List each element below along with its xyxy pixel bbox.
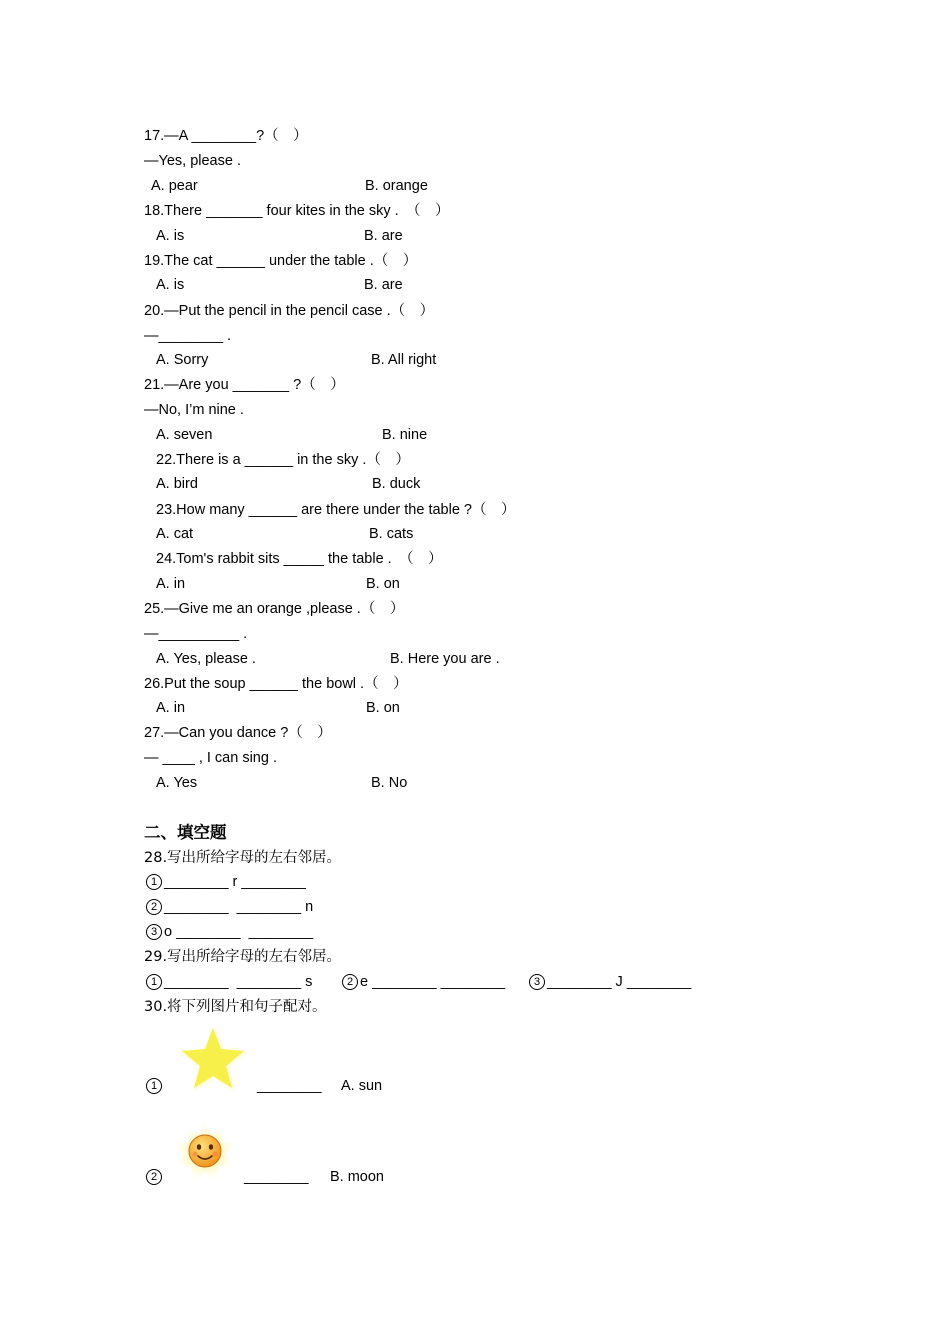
q29-part-1 (146, 972, 312, 992)
q21-option-b: B. nine (382, 427, 428, 443)
q30-option-a: A. sun (341, 1078, 383, 1094)
q24-option-a: A. in (156, 576, 186, 592)
q23-stem: 23.How many ______ are there under the table ?（ ） (156, 502, 516, 518)
q20-reply: —________ . (144, 328, 232, 344)
circle-number: 2 (342, 974, 358, 990)
q28-line-3 (146, 922, 313, 942)
q23-option-a: A. cat (156, 526, 194, 542)
q18-stem: 18.There _______ four kites in the sky . （ ） (144, 203, 450, 219)
q27-option-a: A. Yes (156, 775, 198, 791)
circle-number: 3 (146, 924, 162, 940)
q30-blank-2: ________ (244, 1169, 309, 1185)
star-icon (175, 1022, 251, 1094)
q28-blanks-1: ________ r ________ (164, 874, 306, 890)
q27-reply: — ____ , I can sing . (144, 750, 277, 766)
q19-option-a: A. is (156, 277, 185, 293)
q17-reply: —Yes, please . (144, 153, 241, 169)
circle-number: 2 (146, 899, 162, 915)
q24-stem: 24.Tom's rabbit sits _____ the table . （ ） (156, 551, 443, 567)
q25-reply: —__________ . (144, 626, 248, 642)
q29-blanks-3: ________ J ________ (547, 974, 692, 990)
q30-item-2-number (146, 1167, 164, 1187)
smiling-sun-icon (171, 1120, 239, 1184)
q18-option-a: A. is (156, 228, 185, 244)
q19-stem: 19.The cat ______ under the table .（ ） (144, 253, 418, 269)
section-heading: 二、填空题 (144, 823, 227, 842)
q21-option-a: A. seven (156, 427, 213, 443)
q30-option-b: B. moon (330, 1169, 384, 1185)
q26-stem: 26.Put the soup ______ the bowl .（ ） (144, 676, 408, 692)
q19-option-b: B. are (364, 277, 403, 293)
q24-option-b: B. on (366, 576, 400, 592)
q21-stem: 21.—Are you _______ ?（ ） (144, 377, 345, 393)
q29-part-2 (342, 972, 505, 992)
circle-number: 2 (146, 1169, 162, 1185)
q28-blanks-2: ________ ________ n (164, 899, 314, 915)
q28-line-2 (146, 897, 313, 917)
q29-part-3 (529, 972, 691, 992)
q29-blanks-1: ________ ________ s (164, 974, 313, 990)
q25-option-b: B. Here you are . (390, 651, 500, 667)
q27-option-b: B. No (371, 775, 408, 791)
q17-option-b: B. orange (365, 178, 428, 194)
q21-reply: —No, I’m nine . (144, 402, 244, 418)
q29-blanks-2: e ________ ________ (360, 974, 506, 990)
q28-blanks-3: o ________ ________ (164, 924, 314, 940)
circle-number: 1 (146, 874, 162, 890)
q26-option-b: B. on (366, 700, 400, 716)
q27-stem: 27.—Can you dance ?（ ） (144, 725, 332, 741)
circle-number: 1 (146, 1078, 162, 1094)
q18-option-b: B. are (364, 228, 403, 244)
q30-blank-1: ________ (257, 1078, 322, 1094)
q20-stem: 20.—Put the pencil in the pencil case .（ ） (144, 303, 435, 319)
q23-option-b: B. cats (369, 526, 414, 542)
q29-stem: 29.写出所给字母的左右邻居。 (144, 949, 342, 965)
q28-line-1 (146, 872, 306, 892)
q17-option-a: A. pear (151, 178, 198, 194)
q30-item-1-number (146, 1076, 164, 1096)
q22-stem: 22.There is a ______ in the sky .（ ） (156, 452, 410, 468)
q20-option-a: A. Sorry (156, 352, 209, 368)
circle-number: 1 (146, 974, 162, 990)
q25-stem: 25.—Give me an orange ,please .（ ） (144, 601, 405, 617)
circle-number: 3 (529, 974, 545, 990)
q20-option-b: B. All right (371, 352, 437, 368)
q17-stem: 17.—A ________?（ ） (144, 128, 308, 144)
q30-stem: 30.将下列图片和句子配对。 (144, 999, 327, 1015)
q28-stem: 28.写出所给字母的左右邻居。 (144, 850, 342, 866)
q25-option-a: A. Yes, please . (156, 651, 256, 667)
q22-option-b: B. duck (372, 476, 421, 492)
q26-option-a: A. in (156, 700, 186, 716)
q22-option-a: A. bird (156, 476, 198, 492)
